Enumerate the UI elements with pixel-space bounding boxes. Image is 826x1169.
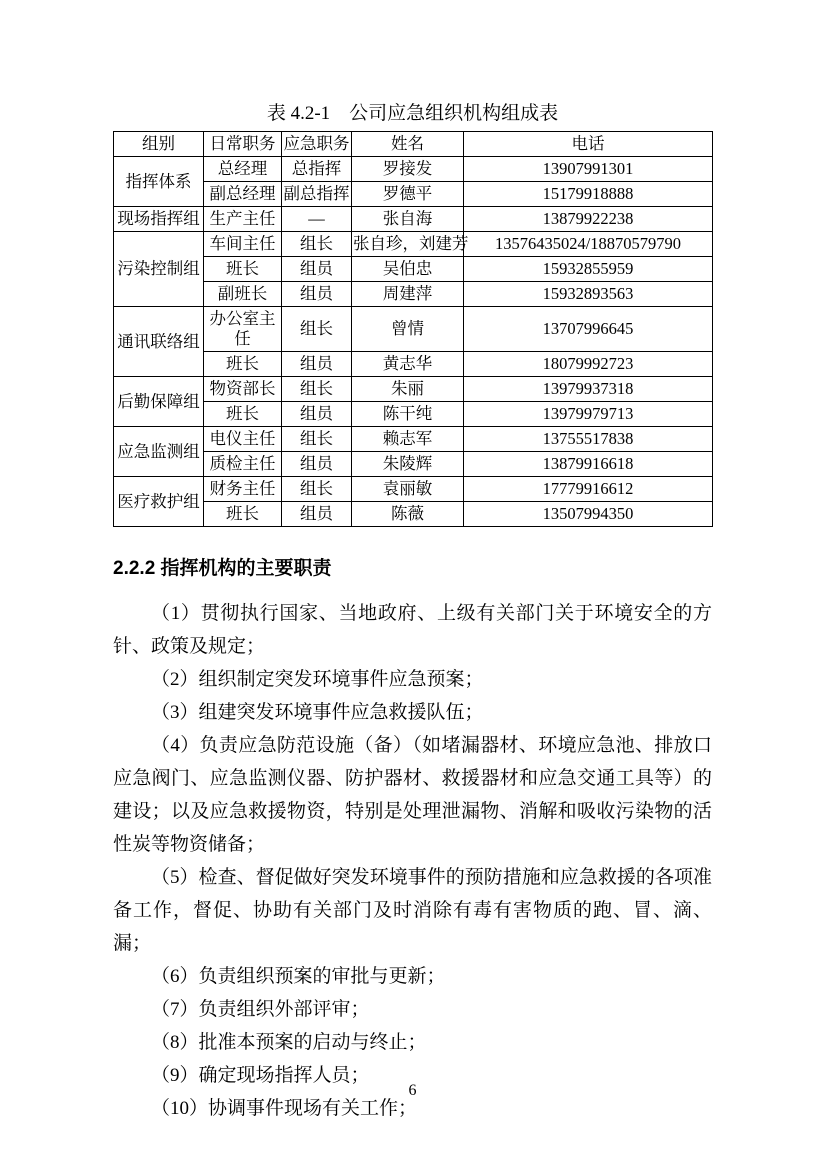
emergency-duty-cell: — xyxy=(282,207,352,232)
person-name-cell: 周建萍 xyxy=(352,282,464,307)
duty-paragraph: （7）负责组织外部评审； xyxy=(151,999,370,1020)
emergency-duty-cell: 组员 xyxy=(282,352,352,377)
emergency-duty-cell: 组长 xyxy=(282,232,352,257)
group-name-cell: 应急监测组 xyxy=(114,427,204,477)
phone-cell: 13907991301 xyxy=(464,157,713,182)
phone-cell: 13755517838 xyxy=(464,427,713,452)
header-emergency-duty: 应急职务 xyxy=(282,132,352,157)
table-row xyxy=(114,307,713,352)
table-row xyxy=(114,477,713,502)
table-caption: 表 4.2-1 公司应急组织机构组成表 xyxy=(266,103,559,124)
table-row xyxy=(114,402,713,427)
header-name: 姓名 xyxy=(352,132,464,157)
daily-duty-cell: 总经理 xyxy=(204,157,282,182)
emergency-duty-cell: 组长 xyxy=(282,307,352,352)
table-row xyxy=(114,182,713,207)
person-name-cell: 朱丽 xyxy=(352,377,464,402)
daily-duty-cell: 副总经理 xyxy=(204,182,282,207)
table-row xyxy=(114,157,713,182)
header-group: 组别 xyxy=(114,132,204,157)
phone-cell: 13979979713 xyxy=(464,402,713,427)
table-row xyxy=(114,232,713,257)
table-row xyxy=(114,452,713,477)
table-header-row xyxy=(114,132,713,157)
org-structure-table xyxy=(113,131,713,527)
emergency-duty-cell: 组员 xyxy=(282,257,352,282)
phone-cell: 15932855959 xyxy=(464,257,713,282)
emergency-duty-cell: 组长 xyxy=(282,377,352,402)
table-header xyxy=(114,132,713,157)
table-row xyxy=(114,427,713,452)
emergency-duty-cell: 组员 xyxy=(282,282,352,307)
person-name-cell: 吴伯忠 xyxy=(352,257,464,282)
duties-paragraphs xyxy=(113,597,712,1125)
daily-duty-cell: 电仪主任 xyxy=(204,427,282,452)
table-row xyxy=(114,377,713,402)
person-name-cell: 袁丽敏 xyxy=(352,477,464,502)
phone-cell: 13707996645 xyxy=(464,307,713,352)
person-name-cell: 陈薇 xyxy=(352,502,464,527)
table-row xyxy=(114,257,713,282)
group-name-cell: 后勤保障组 xyxy=(114,377,204,427)
phone-cell: 15179918888 xyxy=(464,182,713,207)
emergency-duty-cell: 组长 xyxy=(282,477,352,502)
phone-cell: 17779916612 xyxy=(464,477,713,502)
table-row xyxy=(114,352,713,377)
person-name-cell: 张自海 xyxy=(352,207,464,232)
table-row xyxy=(114,502,713,527)
phone-cell: 13879916618 xyxy=(464,452,713,477)
emergency-duty-cell: 组长 xyxy=(282,427,352,452)
page-content xyxy=(113,103,712,1125)
phone-cell: 13879922238 xyxy=(464,207,713,232)
person-name-cell: 朱陵辉 xyxy=(352,452,464,477)
daily-duty-cell: 班长 xyxy=(204,402,282,427)
duty-paragraph: （8）批准本预案的启动与终止； xyxy=(151,1032,427,1053)
page-number: 6 xyxy=(408,1082,417,1099)
emergency-duty-cell: 总指挥 xyxy=(282,157,352,182)
duty-paragraph: （2）组织制定突发环境事件应急预案； xyxy=(151,669,484,690)
group-name-cell: 污染控制组 xyxy=(114,232,204,307)
duty-paragraph: （9）确定现场指挥人员； xyxy=(151,1065,370,1086)
emergency-duty-cell: 副总指挥 xyxy=(282,182,352,207)
group-name-cell: 现场指挥组 xyxy=(114,207,204,232)
emergency-duty-cell: 组员 xyxy=(282,402,352,427)
daily-duty-cell: 财务主任 xyxy=(204,477,282,502)
table-row xyxy=(114,207,713,232)
duty-paragraph: （5）检查、督促做好突发环境事件的预防措施和应急救援的各项准备工作，督促、协助有关部门及时消除有毒有害物质的跑、冒、滴、漏； xyxy=(113,867,712,954)
daily-duty-cell: 物资部长 xyxy=(204,377,282,402)
daily-duty-cell: 车间主任 xyxy=(204,232,282,257)
person-name-cell: 张自珍，刘建芳 xyxy=(352,232,464,257)
phone-cell: 15932893563 xyxy=(464,282,713,307)
person-name-cell: 赖志军 xyxy=(352,427,464,452)
group-name-cell: 通讯联络组 xyxy=(114,307,204,377)
daily-duty-cell: 质检主任 xyxy=(204,452,282,477)
daily-duty-cell: 班长 xyxy=(204,352,282,377)
daily-duty-cell: 生产主任 xyxy=(204,207,282,232)
org-table-body xyxy=(114,157,713,527)
phone-cell: 13507994350 xyxy=(464,502,713,527)
person-name-cell: 罗德平 xyxy=(352,182,464,207)
section-heading: 2.2.2 指挥机构的主要职责 xyxy=(113,558,332,579)
person-name-cell: 黄志华 xyxy=(352,352,464,377)
daily-duty-cell: 班长 xyxy=(204,502,282,527)
duty-paragraph: （4）负责应急防范设施（备）（如堵漏器材、环境应急池、排放口应急阀门、应急监测仪器、防护器材、救援器材和应急交通工具等）的建设；以及应急救援物资，特别是处理泄漏物、消解和吸收污染物的活性炭等物资储备； xyxy=(113,735,712,855)
person-name-cell: 罗接发 xyxy=(352,157,464,182)
table-row xyxy=(114,282,713,307)
header-daily-duty: 日常职务 xyxy=(204,132,282,157)
daily-duty-cell: 班长 xyxy=(204,257,282,282)
phone-cell: 13576435024/18870579790 xyxy=(464,232,713,257)
phone-cell: 18079992723 xyxy=(464,352,713,377)
phone-cell: 13979937318 xyxy=(464,377,713,402)
duty-paragraph: （3）组建突发环境事件应急救援队伍； xyxy=(151,702,484,723)
daily-duty-cell: 副班长 xyxy=(204,282,282,307)
person-name-cell: 曾情 xyxy=(352,307,464,352)
header-phone: 电话 xyxy=(464,132,713,157)
duty-paragraph: （6）负责组织预案的审批与更新； xyxy=(151,966,446,987)
duty-paragraph: （1）贯彻执行国家、当地政府、上级有关部门关于环境安全的方针、政策及规定； xyxy=(113,603,712,657)
person-name-cell: 陈干纯 xyxy=(352,402,464,427)
emergency-duty-cell: 组员 xyxy=(282,452,352,477)
group-name-cell: 医疗救护组 xyxy=(114,477,204,527)
emergency-duty-cell: 组员 xyxy=(282,502,352,527)
daily-duty-cell: 办公室主任 xyxy=(204,307,282,352)
group-name-cell: 指挥体系 xyxy=(114,157,204,207)
duty-paragraph: （10）协调事件现场有关工作； xyxy=(151,1098,418,1119)
